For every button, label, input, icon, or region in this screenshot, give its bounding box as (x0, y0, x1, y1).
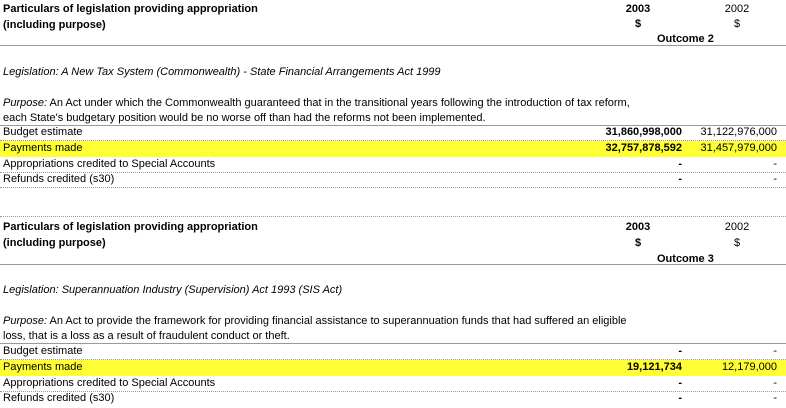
row-label: Payments made (3, 361, 83, 373)
value-2003: 31,860,998,000 (605, 126, 682, 138)
year-2003-header: 2003 (625, 221, 651, 233)
purpose-label: Purpose: (3, 315, 48, 327)
row-label: Refunds credited (s30) (3, 392, 115, 404)
value-2002: 31,122,976,000 (700, 126, 777, 138)
value-2003: - (678, 173, 682, 185)
purpose-line-2: loss, that is a loss as a result of fraudulent conduct or theft. (3, 330, 290, 342)
value-2003: - (678, 345, 682, 357)
purpose-text: An Act under which the Commonwealth guaranteed that in the transitional years following the introduction of tax reform, (49, 97, 630, 109)
value-2003: - (678, 392, 682, 404)
divider (0, 45, 786, 46)
value-2002: - (773, 158, 777, 170)
table-header-title: Particulars of legislation providing appropriation (3, 221, 258, 233)
value-2002: - (773, 377, 777, 389)
value-2003: 32,757,878,592 (605, 142, 682, 154)
row-divider (0, 187, 786, 188)
currency-2002: $ (733, 18, 741, 30)
outcome-label: Outcome 2 (657, 33, 714, 45)
table-header-subtitle: (including purpose) (3, 237, 106, 249)
table-header-title: Particulars of legislation providing appropriation (3, 3, 258, 15)
year-2003-header: 2003 (625, 3, 651, 15)
row-label: Payments made (3, 142, 83, 154)
divider (0, 264, 786, 265)
divider (0, 343, 786, 344)
table-header-subtitle: (including purpose) (3, 19, 106, 31)
currency-2003: $ (634, 237, 642, 249)
outcome-label: Outcome 3 (657, 253, 714, 265)
row-label: Refunds credited (s30) (3, 173, 115, 185)
value-2003: 19,121,734 (626, 361, 682, 373)
purpose-line-1 (3, 315, 627, 328)
year-2002-header: 2002 (724, 3, 750, 15)
row-label: Appropriations credited to Special Accounts (3, 158, 216, 170)
purpose-label: Purpose: (3, 97, 48, 109)
purpose-text: An Act to provide the framework for providing financial assistance to superannuation funds that had suffered an eligible (49, 315, 627, 327)
value-2002: - (773, 173, 777, 185)
value-2003: - (678, 158, 682, 170)
currency-2003: $ (634, 18, 642, 30)
section-divider (0, 216, 786, 217)
row-label: Budget estimate (3, 126, 83, 138)
currency-2002: $ (733, 237, 741, 249)
purpose-line-2: each State's budgetary position would be no worse off than had the reforms not been implemented. (3, 112, 486, 124)
row-label: Budget estimate (3, 345, 83, 357)
purpose-line-1 (3, 97, 630, 110)
year-2002-header: 2002 (724, 221, 750, 233)
legislation-title: Legislation: A New Tax System (Commonwealth) - State Financial Arrangements Act 1999 (3, 66, 441, 78)
value-2002: - (773, 392, 777, 404)
value-2002: - (773, 345, 777, 357)
value-2002: 31,457,979,000 (700, 142, 777, 154)
value-2003: - (678, 377, 682, 389)
value-2002: 12,179,000 (721, 361, 777, 373)
legislation-title: Legislation: Superannuation Industry (Supervision) Act 1993 (SIS Act) (3, 284, 343, 296)
row-label: Appropriations credited to Special Accounts (3, 377, 216, 389)
